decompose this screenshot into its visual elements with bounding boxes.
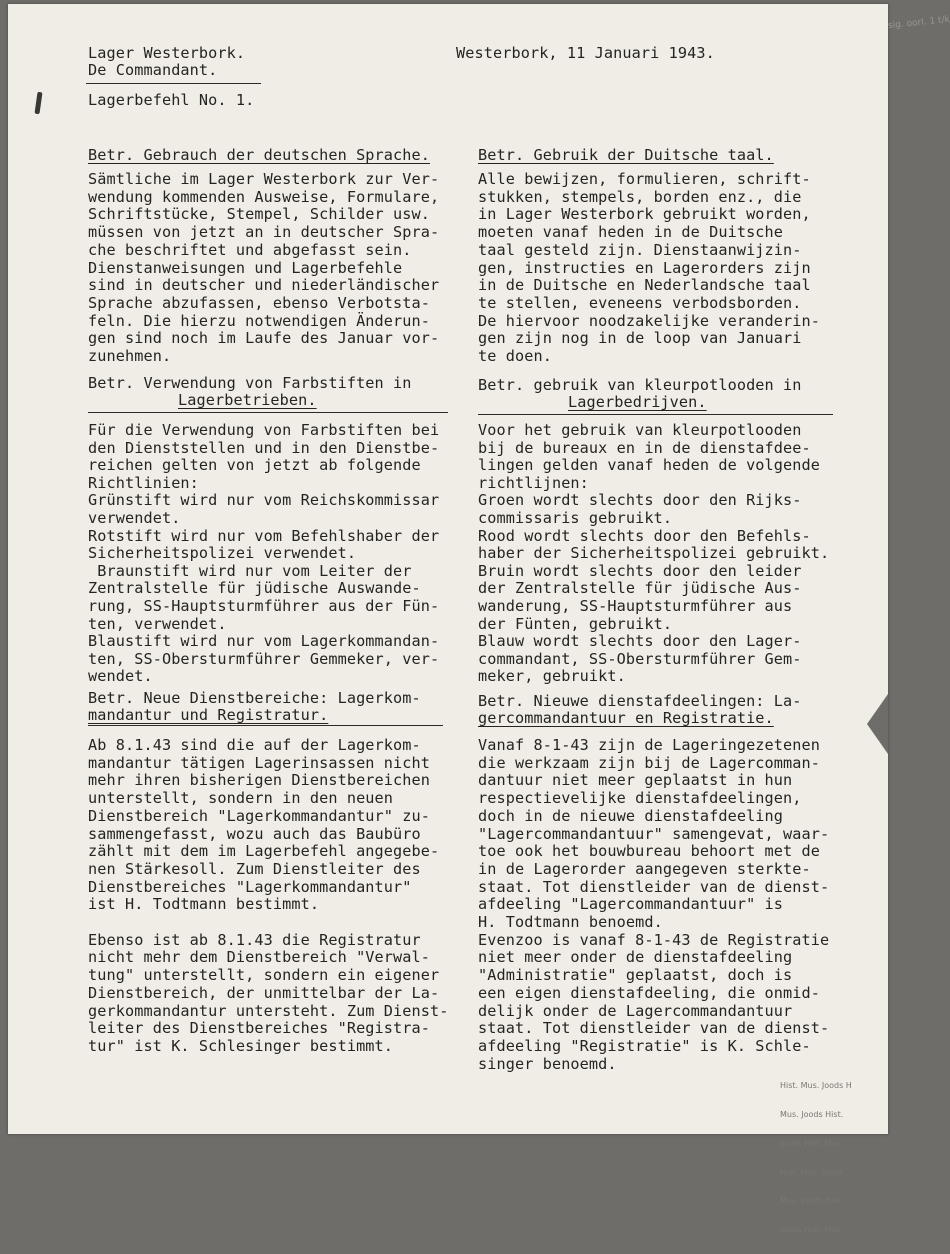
text-line: tung" unterstellt, sondern ein eigener bbox=[88, 966, 440, 985]
text-line: Richtlinien: bbox=[88, 473, 199, 492]
text-line: mehr ihren bisherigen Dienstbereichen bbox=[88, 771, 431, 790]
text-line: Sprache abzufassen, ebenso Verbotsta- bbox=[88, 293, 431, 312]
text-line: afdeeling "Lagercommandantuur" is bbox=[478, 895, 784, 914]
text-line: staat. Tot dienstleider van de dienst- bbox=[478, 1019, 830, 1038]
text-line: taal gesteld zijn. Dienstaanwijzin- bbox=[478, 240, 802, 259]
text-line: commandant, SS-Obersturmführer Gem- bbox=[478, 649, 802, 668]
text-line: niet meer onder de dienstafdeeling bbox=[478, 948, 793, 967]
stamp-line: Joods Hist. Mus. bbox=[780, 1225, 844, 1235]
text-line: respectievelijke dienstafdeelingen, bbox=[478, 789, 802, 808]
text-line: feln. Die hierzu notwendigen Änderun- bbox=[88, 311, 431, 330]
text-line: doch in de nieuwe dienstafdeeling bbox=[478, 806, 784, 825]
text-line: staat. Tot dienstleider van de dienst- bbox=[478, 877, 830, 896]
text-line: Dienstbereich, der unmittelbar der La- bbox=[88, 983, 440, 1002]
text-line: Für die Verwendung von Farbstiften bei bbox=[88, 421, 440, 439]
section-3-de-rule bbox=[88, 725, 443, 726]
text-line: Dienstbereich "Lagerkommandantur" zu- bbox=[88, 806, 431, 825]
text-line: een eigen dienstafdeeling, die onmid- bbox=[478, 983, 821, 1002]
text-line: Rotstift wird nur vom Befehlshaber der bbox=[88, 526, 440, 545]
stamp-line: Hist. Mus. Joods bbox=[780, 1167, 844, 1177]
text-line: "Administratie" geplaatst, doch is bbox=[478, 966, 793, 985]
text-line: moeten vanaf heden in de Duitsche bbox=[478, 223, 784, 242]
text-line: Vanaf 8-1-43 zijn de Lageringezetenen bbox=[478, 736, 821, 754]
text-line: reichen gelten von jetzt ab folgende bbox=[88, 456, 421, 475]
text-line: mandantur tätigen Lagerinsassen nicht bbox=[88, 753, 431, 772]
section-1-nl-heading: Betr. Gebruik der Duitsche taal. bbox=[478, 146, 774, 164]
section-2-de-rule bbox=[88, 412, 448, 413]
text-line: gen sind noch im Laufe des Januar vor- bbox=[88, 329, 440, 348]
text-line: die werkzaam zijn bij de Lagercomman- bbox=[478, 753, 821, 772]
text-line: dantuur niet meer geplaatst in hun bbox=[478, 771, 793, 790]
text-line: ten, verwendet. bbox=[88, 614, 227, 633]
text-line: richtlijnen: bbox=[478, 473, 589, 492]
text-line: haber der Sicherheitspolizei gebruikt. bbox=[478, 544, 830, 563]
text-line: der Fünten, gebruikt. bbox=[478, 614, 673, 633]
section-2-nl-heading-cont: Lagerbedrijven. bbox=[568, 393, 707, 411]
text-line: Bruin wordt slechts door den leider bbox=[478, 561, 802, 580]
museum-stamp bbox=[780, 1062, 884, 1235]
text-line: Zentralstelle für jüdische Auswande- bbox=[88, 579, 421, 598]
text-line: in de Lagerorder aangegeven sterkte- bbox=[478, 859, 811, 878]
text-line: den Dienststellen und in den Dienstbe- bbox=[88, 438, 440, 457]
text-line: Grünstift wird nur vom Reichskommissar bbox=[88, 491, 440, 510]
text-line: Blauw wordt slechts door den Lager- bbox=[478, 632, 802, 651]
section-3-nl-heading-cont: gercommandantuur en Registratie. bbox=[478, 709, 774, 727]
text-line: Sicherheitspolizei verwendet. bbox=[88, 544, 357, 563]
document-page bbox=[8, 4, 950, 1235]
text-line: gen, instructies en Lagerorders zijn bbox=[478, 258, 811, 277]
text-line: verwendet. bbox=[88, 509, 181, 527]
text-line: ten, SS-Obersturmführer Gemmeker, ver- bbox=[88, 649, 440, 668]
section-3-de-heading: Betr. Neue Dienstbereiche: Lagerkom- bbox=[88, 689, 421, 707]
text-line: Rood wordt slechts door den Befehls- bbox=[478, 526, 811, 545]
text-line: ist H. Todtmann bestimmt. bbox=[88, 895, 320, 914]
text-line: leiter des Dienstbereiches "Registra- bbox=[88, 1019, 431, 1038]
text-line: in de Duitsche en Nederlandsche taal bbox=[478, 276, 811, 295]
text-line: in Lager Westerbork gebruikt worden, bbox=[478, 205, 811, 224]
text-line: Voor het gebruik van kleurpotlooden bbox=[478, 421, 802, 439]
header-camp: Lager Westerbork. bbox=[88, 44, 246, 62]
text-line: delijk onder de Lagercommandantuur bbox=[478, 1001, 793, 1020]
header-rule bbox=[86, 83, 261, 84]
text-line: gerkommandantur untersteht. Zum Dienst- bbox=[88, 1001, 449, 1020]
text-line: wendung kommenden Ausweise, Formulare, bbox=[88, 187, 440, 206]
text-line: te doen. bbox=[478, 347, 552, 365]
text-line: Dienstbereiches "Lagerkommandantur" bbox=[88, 877, 412, 896]
text-line: toe ook het bouwbureau behoort met de bbox=[478, 842, 821, 861]
text-line: bij de bureaux en in de dienstafdee- bbox=[478, 438, 811, 457]
text-line: wanderung, SS-Hauptsturmführer aus bbox=[478, 597, 793, 615]
text-line: Blaustift wird nur vom Lagerkommandan- bbox=[88, 632, 440, 651]
section-1-de-heading: Betr. Gebrauch der deutschen Sprache. bbox=[88, 146, 431, 164]
text-line: zählt mit dem im Lagerbefehl angegebe- bbox=[88, 842, 440, 861]
text-line: unterstellt, sondern in den neuen bbox=[88, 789, 394, 808]
text-line: rung, SS-Hauptsturmführer aus der Fün- bbox=[88, 597, 440, 615]
section-2-de-heading: Betr. Verwendung von Farbstiften in bbox=[88, 374, 412, 392]
text-line: Evenzoo is vanaf 8-1-43 de Registratie bbox=[478, 930, 830, 949]
text-line: Ebenso ist ab 8.1.43 die Registratur bbox=[88, 930, 421, 949]
section-2-nl-rule bbox=[478, 414, 833, 415]
text-line: De hiervoor noodzakelijke veranderin- bbox=[478, 311, 821, 330]
text-line: sind in deutscher und niederländischer bbox=[88, 276, 440, 295]
text-line: nen Stärkesoll. Zum Dienstleiter des bbox=[88, 859, 421, 878]
text-line: meker, gebruikt. bbox=[478, 667, 626, 686]
section-2-nl-heading: Betr. gebruik van kleurpotlooden in bbox=[478, 376, 802, 394]
margin-mark bbox=[34, 92, 42, 114]
text-line: lingen gelden vanaf heden de volgende bbox=[478, 456, 821, 475]
section-3-de-heading-cont: mandantur und Registratur. bbox=[88, 706, 329, 724]
text-line: stukken, stempels, borden enz., die bbox=[478, 187, 802, 206]
text-line: commissaris gebruikt. bbox=[478, 509, 673, 527]
stamp-line: Hist. Mus. Joods H bbox=[780, 1081, 852, 1091]
text-line: H. Todtmann benoemd. bbox=[478, 913, 663, 931]
text-line: te stellen, eveneens verbodsborden. bbox=[478, 293, 802, 312]
pencil-note: sig. oorl. 1 t/k bbox=[887, 14, 950, 32]
stamp-line: Mus. Joods Hist. bbox=[780, 1109, 844, 1119]
text-line: sammengefasst, wozu auch das Baubüro bbox=[88, 824, 421, 843]
stamp-line: Mus. Joods Hist. bbox=[780, 1196, 844, 1206]
text-line: singer benoemd. bbox=[478, 1054, 617, 1073]
text-line: "Lagercommandantuur" samengevat, waar- bbox=[478, 824, 830, 843]
torn-edge bbox=[858, 694, 888, 754]
text-line: nicht mehr dem Dienstbereich "Verwal- bbox=[88, 948, 431, 967]
header-commandant: De Commandant. bbox=[88, 61, 218, 79]
text-line: der Zentralstelle für jüdische Aus- bbox=[478, 579, 802, 598]
text-line: Braunstift wird nur vom Leiter der bbox=[88, 561, 412, 580]
text-line: Alle bewijzen, formulieren, schrift- bbox=[478, 170, 811, 188]
text-line: Ab 8.1.43 sind die auf der Lagerkom- bbox=[88, 736, 421, 754]
text-line: müssen von jetzt an in deutscher Spra- bbox=[88, 223, 440, 242]
text-line: Groen wordt slechts door den Rijks- bbox=[478, 491, 802, 510]
section-3-nl-heading: Betr. Nieuwe dienstafdeelingen: La- bbox=[478, 692, 802, 710]
text-line: tur" ist K. Schlesinger bestimmt. bbox=[88, 1036, 394, 1055]
text-line: Schriftstücke, Stempel, Schilder usw. bbox=[88, 205, 431, 224]
text-line: zunehmen. bbox=[88, 347, 172, 365]
text-line: afdeeling "Registratie" is K. Schle- bbox=[478, 1036, 811, 1055]
order-number: Lagerbefehl No. 1. bbox=[88, 91, 255, 109]
stamp-line: Joods Hist. Mus. bbox=[780, 1138, 844, 1148]
text-line: wendet. bbox=[88, 667, 153, 686]
text-line: gen zijn nog in de loop van Januari bbox=[478, 329, 802, 348]
text-line: che beschriftet und abgefasst sein. bbox=[88, 240, 412, 259]
text-line: Dienstanweisungen und Lagerbefehle bbox=[88, 258, 403, 277]
header-place-date: Westerbork, 11 Januari 1943. bbox=[456, 44, 715, 62]
text-line: Sämtliche im Lager Westerbork zur Ver- bbox=[88, 170, 440, 188]
section-2-de-heading-cont: Lagerbetrieben. bbox=[178, 391, 317, 409]
